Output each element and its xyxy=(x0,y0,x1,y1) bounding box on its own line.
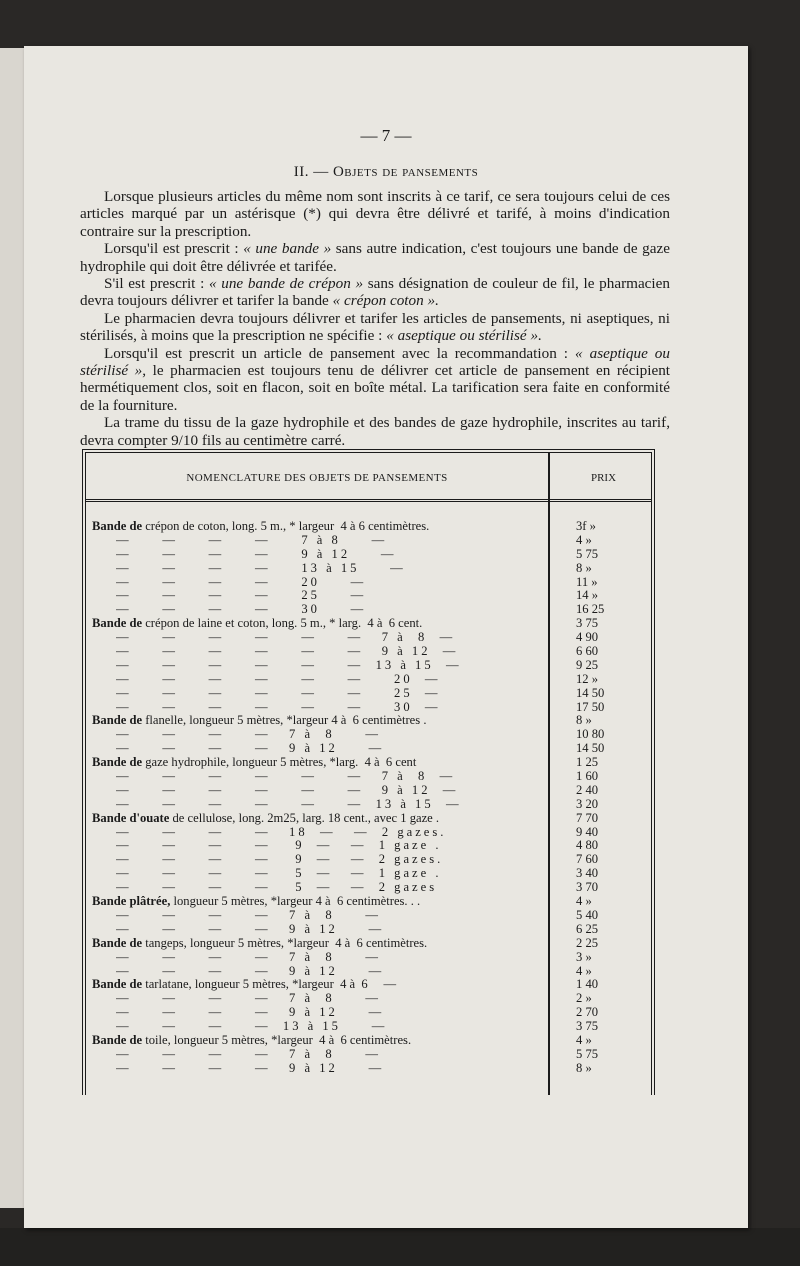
item-label xyxy=(92,812,544,826)
item-price: 2 » xyxy=(576,991,592,1006)
item-price: 5 75 xyxy=(576,546,599,561)
item-label: — — — — 9 à 12 — xyxy=(116,547,397,561)
item-price: 4 » xyxy=(576,963,592,978)
item-price: 4 » xyxy=(576,894,592,909)
item-label: — — — — 9 à 12 — xyxy=(116,1006,385,1020)
quoted-term: « crépon coton ». xyxy=(332,292,439,310)
header-nomenclature: NOMENCLATURE DES OBJETS DE PANSEMENTS xyxy=(186,472,448,484)
table-row xyxy=(86,617,651,631)
table-row xyxy=(86,673,651,687)
quoted-term: « aseptique ou stérilisé » xyxy=(80,344,670,380)
table-row xyxy=(86,631,651,645)
item-price: 1 25 xyxy=(576,755,599,770)
item-spec: tangeps, longueur 5 mètres, *largeur 4 à 6 centimètres. xyxy=(142,936,428,950)
item-label xyxy=(92,895,544,909)
table-row xyxy=(86,1034,651,1048)
document-page xyxy=(24,46,748,1228)
item-price: 1 60 xyxy=(576,769,599,784)
paragraph xyxy=(80,414,670,449)
header-prix: PRIX xyxy=(590,472,617,484)
item-label: — — — — — — 7 à 8 — xyxy=(116,770,456,784)
item-label: — — — — — — 9 à 12 — xyxy=(116,783,459,797)
table-row xyxy=(86,798,651,812)
item-price: 6 25 xyxy=(576,921,599,936)
item-label xyxy=(92,520,544,534)
table-row xyxy=(86,770,651,784)
paragraph-text: , le pharmacien est toujours tenu de délivrer cet article de pansement en récipient hermétiquement clos, soit en flacon, soit en boîte métal. La tarification sera faite en conformité de la fourniture. xyxy=(80,362,671,414)
item-price: 3 40 xyxy=(576,866,599,881)
item-label xyxy=(92,714,544,728)
item-price: 3 70 xyxy=(576,880,599,895)
item-spec: crépon de laine et coton, long. 5 m., * larg. 4 à 6 cent. xyxy=(142,617,423,631)
item-spec: gaze hydrophile, longueur 5 mètres, *larg. 4 à 6 cent xyxy=(142,756,417,770)
table-row xyxy=(86,965,651,979)
price-table xyxy=(82,449,655,1095)
table-row xyxy=(86,701,651,715)
item-price: 9 40 xyxy=(576,824,599,839)
quoted-term: « une bande de crépon » xyxy=(208,275,364,293)
item-price: 7 60 xyxy=(576,852,599,867)
item-label: — — — — 7 à 8 — xyxy=(116,950,382,964)
item-label: — — — — 9 à 12 — xyxy=(116,1061,385,1075)
item-label xyxy=(92,937,544,951)
table-row xyxy=(86,756,651,770)
item-label: — — — — 7 à 8 — xyxy=(116,533,388,547)
paragraph-text: Le pharmacien devra toujours délivrer et tarifer les articles de pansements, ni aseptiques, ni stérilisés, à moins que la prescription ne spécifie : xyxy=(80,309,670,345)
table-row xyxy=(86,951,651,965)
paragraph xyxy=(80,310,670,345)
previous-page-edge xyxy=(0,48,25,1208)
item-spec: de cellulose, long. 2m25, larg. 18 cent., avec 1 gaze . xyxy=(169,811,440,825)
item-label: — — — — 7 à 8 — xyxy=(116,1047,382,1061)
quoted-term: « une bande » xyxy=(243,240,332,258)
item-name: Bande de xyxy=(92,714,143,728)
item-label xyxy=(92,1034,544,1048)
item-price: 1 40 xyxy=(576,977,599,992)
item-price: 4 90 xyxy=(576,630,599,645)
table-row xyxy=(86,937,651,951)
item-price: 8 » xyxy=(576,713,592,728)
paragraph-text: Lorsqu'il est prescrit : xyxy=(104,240,244,258)
item-price: 16 25 xyxy=(576,602,605,617)
paragraph-text: Lorsqu'il est prescrit un article de pansement avec la recommandation : xyxy=(104,344,576,362)
item-name: Bande de xyxy=(92,756,143,770)
table-row xyxy=(86,895,651,909)
item-price: 12 » xyxy=(576,671,599,686)
table-row xyxy=(86,1020,651,1034)
item-label: — — — — 9 — — 2 gazes. xyxy=(116,853,444,867)
item-price: 6 60 xyxy=(576,644,599,659)
item-label: — — — — — — 13 à 15 — xyxy=(116,658,462,672)
page-number: — 7 — xyxy=(360,126,412,145)
item-price: 4 » xyxy=(576,1032,592,1047)
table-row xyxy=(86,812,651,826)
item-name: Bande de xyxy=(92,936,143,950)
item-price: 4 » xyxy=(576,532,592,547)
item-price: 3 75 xyxy=(576,1019,599,1034)
item-label: — — — — 5 — — 1 gaze . xyxy=(116,867,442,881)
item-price: 2 70 xyxy=(576,1005,599,1020)
item-price: 3 » xyxy=(576,949,592,964)
item-label xyxy=(92,756,544,770)
item-spec: flanelle, longueur 5 mètres, *largeur 4 à 6 centimètres . xyxy=(142,714,427,728)
item-price: 10 80 xyxy=(576,727,605,742)
item-price: 14 50 xyxy=(576,741,605,756)
table-row xyxy=(86,909,651,923)
item-label: — — — — 9 à 12 — xyxy=(116,922,385,936)
table-row xyxy=(86,1048,651,1062)
table-row xyxy=(86,881,651,895)
item-price: 14 » xyxy=(576,588,599,603)
paragraph-text: Lorsque plusieurs articles du même nom sont inscrits à ce tarif, ce sera toujours celui de ces articles marqué par un astérisque (*) qui devra être délivré et tarifé, à moins d'indication contraire sur la prescription. xyxy=(80,188,670,240)
item-label: — — — — 25 — xyxy=(116,589,367,603)
paragraph-text: La trame du tissu de la gaze hydrophile et des bandes de gaze hydrophile, inscrites au tarif, devra compter 9/10 fils au centimètre carré. xyxy=(80,414,670,449)
table-row xyxy=(86,576,651,590)
item-label: — — — — 9 — — 1 gaze . xyxy=(116,839,442,853)
item-label: — — — — 9 à 12 — xyxy=(116,742,385,756)
item-label: — — — — — — 9 à 12 — xyxy=(116,645,459,659)
item-name: Bande de xyxy=(92,617,143,631)
item-label: — — — — 7 à 8 — xyxy=(116,908,382,922)
item-price: 11 » xyxy=(576,574,598,589)
scan-background xyxy=(0,1228,800,1266)
table-row xyxy=(86,520,651,534)
item-label: — — — — 30 — xyxy=(116,603,367,617)
paragraph xyxy=(80,345,670,415)
item-price: 8 » xyxy=(576,1060,592,1075)
intro-paragraphs xyxy=(80,188,670,449)
item-label: — — — — — — 20 — xyxy=(116,672,441,686)
item-label: — — — — 7 à 8 — xyxy=(116,992,382,1006)
table-row xyxy=(86,1062,651,1076)
table-row xyxy=(86,687,651,701)
item-name: Bande d'ouate xyxy=(92,811,170,825)
table-row xyxy=(86,978,651,992)
paragraph xyxy=(80,275,670,310)
item-label: — — — — 7 à 8 — xyxy=(116,728,382,742)
item-label: — — — — 18 — — 2 gazes. xyxy=(116,825,447,839)
item-price: 2 25 xyxy=(576,935,599,950)
table-rows xyxy=(86,520,651,1076)
item-label: — — — — 9 à 12 — xyxy=(116,964,385,978)
item-label xyxy=(92,617,544,631)
item-price: 3f » xyxy=(576,519,596,533)
item-name: Bande de xyxy=(92,520,143,533)
item-label: — — — — 13 à 15 — xyxy=(116,561,406,575)
table-row xyxy=(86,853,651,867)
section-title: II. — Objets de pansements xyxy=(293,164,479,180)
table-row xyxy=(86,992,651,1006)
table-row xyxy=(86,742,651,756)
item-price: 4 80 xyxy=(576,838,599,853)
item-label: — — — — — — 30 — xyxy=(116,700,441,714)
table-header xyxy=(86,453,651,502)
item-name: Bande de xyxy=(92,1033,143,1047)
paragraph xyxy=(80,240,670,275)
paragraph xyxy=(80,188,670,240)
item-spec: tarlatane, longueur 5 mètres, *largeur 4 à 6 — xyxy=(142,978,397,992)
item-price: 8 » xyxy=(576,560,592,575)
table-row xyxy=(86,714,651,728)
item-price: 5 40 xyxy=(576,907,599,922)
item-label: — — — — 13 à 15 — xyxy=(116,1020,388,1034)
table-row xyxy=(86,645,651,659)
item-label: — — — — — — 13 à 15 — xyxy=(116,797,462,811)
table-row xyxy=(86,867,651,881)
table-row xyxy=(86,923,651,937)
table-row xyxy=(86,728,651,742)
item-price: 3 20 xyxy=(576,796,599,811)
quoted-term: « aseptique ou stérilisé ». xyxy=(386,327,542,345)
item-label: — — — — — — 25 — xyxy=(116,686,441,700)
table-row xyxy=(86,589,651,603)
table-row xyxy=(86,603,651,617)
paragraph-text: sans autre indication, c'est toujours une bande de gaze hydrophile qui doit être délivrée et tarifée. xyxy=(80,240,670,275)
item-price: 3 75 xyxy=(576,616,599,631)
item-label: — — — — 5 — — 2 gazes xyxy=(116,881,438,895)
table-row xyxy=(86,534,651,548)
paragraph-text: sans désignation de couleur de fil, le pharmacien devra toujours délivrer et tarifer la bande xyxy=(80,275,670,310)
item-name: Bande plâtrée, xyxy=(92,895,171,909)
table-row xyxy=(86,826,651,840)
item-spec: longueur 5 mètres, *largeur 4 à 6 centimètres. . . xyxy=(170,895,421,909)
item-price: 5 75 xyxy=(576,1046,599,1061)
table-row xyxy=(86,1006,651,1020)
paragraph-text: S'il est prescrit : xyxy=(104,275,209,293)
item-label: — — — — — — 7 à 8 — xyxy=(116,631,456,645)
table-row xyxy=(86,839,651,853)
item-spec: toile, longueur 5 mètres, *largeur 4 à 6 centimètres. xyxy=(142,1033,412,1047)
item-price: 2 40 xyxy=(576,782,599,797)
table-row xyxy=(86,784,651,798)
item-price: 14 50 xyxy=(576,685,605,700)
item-price: 17 50 xyxy=(576,699,605,714)
item-price: 9 25 xyxy=(576,657,599,672)
item-label: — — — — 20 — xyxy=(116,575,367,589)
table-row xyxy=(86,548,651,562)
table-row xyxy=(86,659,651,673)
item-spec: crépon de coton, long. 5 m., * largeur 4 à 6 centimètres. xyxy=(142,520,430,533)
item-label xyxy=(92,978,544,992)
item-price: 7 70 xyxy=(576,810,599,825)
table-row xyxy=(86,562,651,576)
item-name: Bande de xyxy=(92,978,143,992)
